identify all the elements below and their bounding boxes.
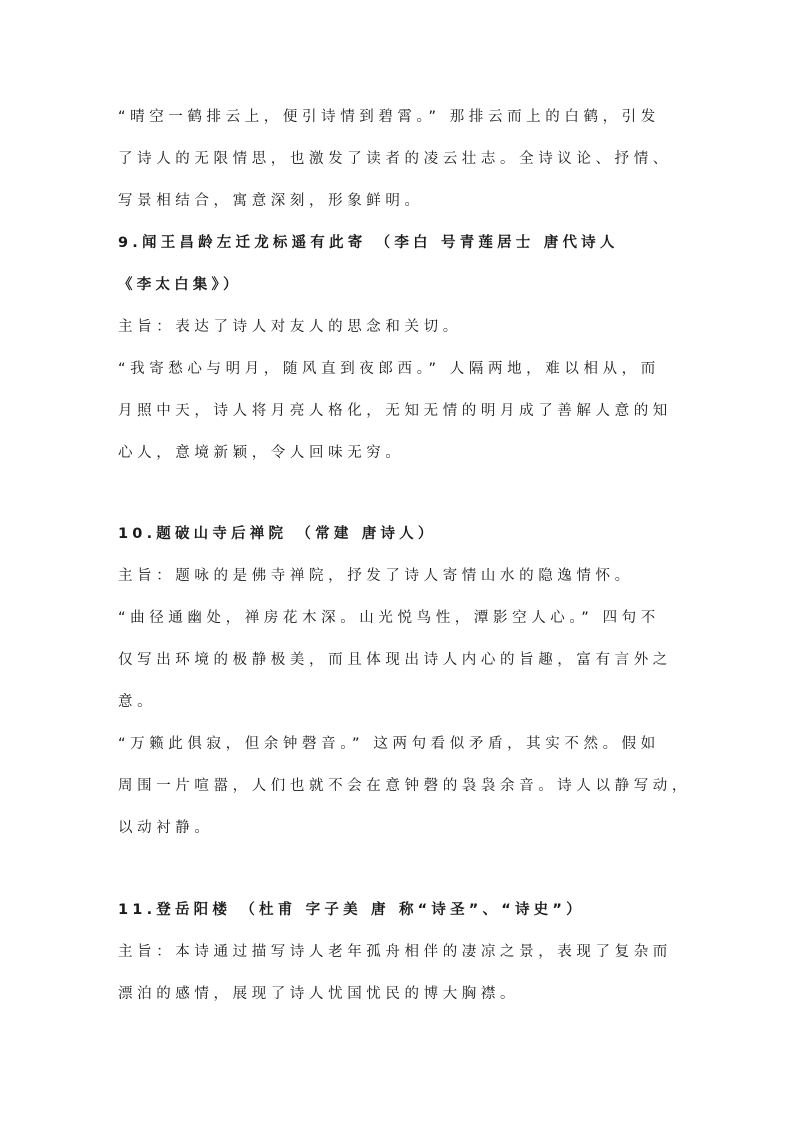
text-line: 月照中天，诗人将月亮人格化，无知无情的明月成了善解人意的知	[118, 403, 672, 419]
section-heading-11: 11.登岳阳楼 （杜甫 字子美 唐 称“诗圣”、“诗史”）	[118, 902, 585, 918]
section-heading-10: 10.题破山寺后禅院 （常建 唐诗人）	[118, 526, 437, 542]
theme-line: 主旨：表达了诗人对友人的思念和关切。	[118, 319, 462, 335]
section-heading-9: 9.闻王昌龄左迁龙标遥有此寄 （李白 号青莲居士 唐代诗人	[118, 235, 619, 251]
text-line: “万籁此俱寂，但余钟磬音。” 这两句看似矛盾，其实不然。假如	[118, 736, 660, 752]
text-line: 仅写出环境的极静极美，而且体现出诗人内心的旨趣，富有言外之	[118, 652, 672, 668]
text-line: “曲径通幽处，禅房花木深。山光悦鸟性，潭影空人心。” 四句不	[118, 610, 660, 626]
text-line: 意。	[118, 694, 157, 710]
text-line: 了诗人的无限情思，也激发了读者的凌云壮志。全诗议论、抒情、	[118, 151, 672, 167]
text-line: 漂泊的感情，展现了诗人忧国忧民的博大胸襟。	[118, 986, 520, 1002]
text-line: 写景相结合，寓意深刻，形象鲜明。	[118, 193, 424, 209]
text-line: 心人，意境新颖，令人回味无穷。	[118, 445, 405, 461]
theme-line: 主旨：题咏的是佛寺禅院，抒发了诗人寄情山水的隐逸情怀。	[118, 568, 634, 584]
text-line: “我寄愁心与明月，随风直到夜郎西。” 人隔两地，难以相从，而	[118, 361, 660, 377]
theme-line: 主旨：本诗通过描写诗人老年孤舟相伴的凄凉之景，表现了复杂而	[118, 944, 672, 960]
text-line: “晴空一鹤排云上，便引诗情到碧霄。” 那排云而上的白鹤，引发	[118, 109, 660, 125]
section-heading-9-continued: 《李太白集》）	[118, 277, 242, 293]
text-line: 以动衬静。	[118, 820, 214, 836]
text-line: 周围一片喧嚣，人们也就不会在意钟磬的袅袅余音。诗人以静写动，	[118, 778, 691, 794]
